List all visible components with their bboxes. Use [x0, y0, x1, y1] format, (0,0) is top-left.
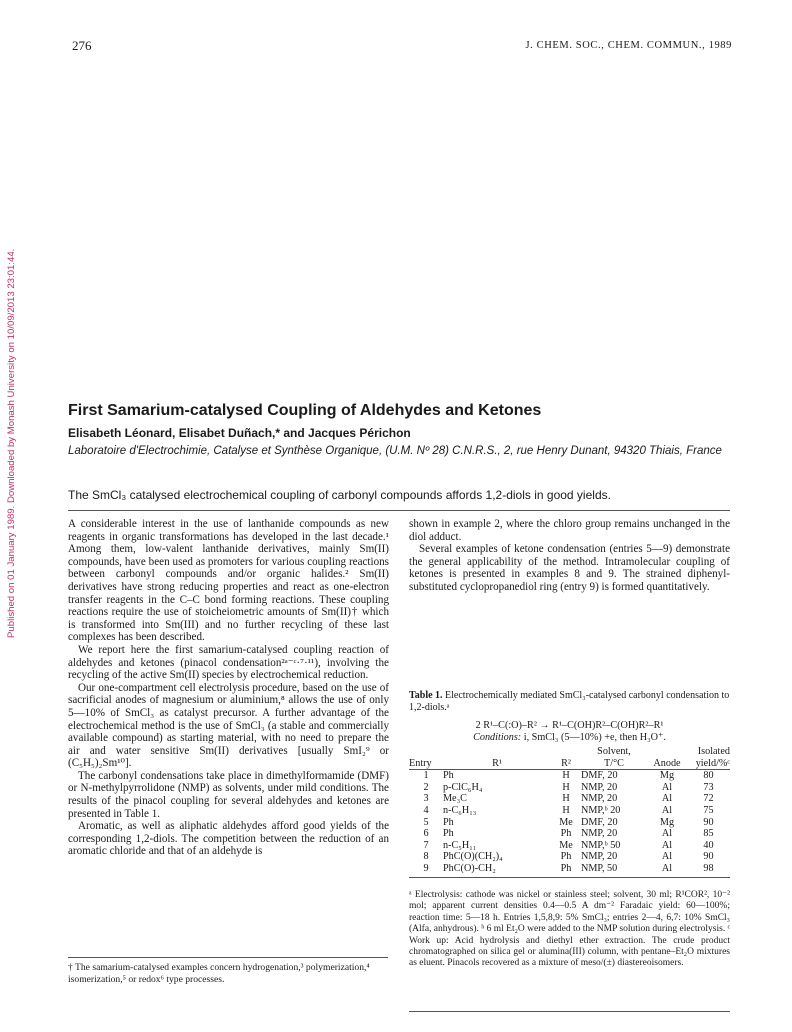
table-caption-text: Electrochemically mediated SmCl₃-catalysed carbonyl condensation to 1,2-diols.ᵃ — [409, 690, 730, 713]
table-body — [409, 770, 730, 877]
paragraph: The carbonyl condensations take place in dimethylformamide (DMF) or N-methylpyrrolidone (NMP) as solvents, under mild conditions. The results of the pinacol coupling for several aldehydes and ketones are presented in Table 1. — [68, 769, 389, 820]
conditions-text: i, SmCl₃ (5—10%) +e, then H₃O⁺. — [523, 732, 666, 743]
table-row: 2 p-ClC₆H₄ H NMP, 20 Al 73 — [423, 781, 714, 793]
download-notice-text: Published on 01 January 1989. Downloaded by Monash University on 10/09/2013 23:01:44. — [6, 248, 17, 638]
header-solvent-top: Solvent, — [597, 746, 631, 757]
paragraph: Several examples of ketone condensation (entries 5—9) demonstrate the general applicability of the method. Intramolecular coupling of ketones is presented in examples 8 and 9. The strained diphenyl-substituted cyclopropanediol ring (entry 9) is formed quantitatively. — [409, 543, 730, 593]
table-row: 6 Ph Ph NMP, 20 Al 85 — [423, 828, 714, 840]
conditions-label: Conditions: — [473, 732, 522, 743]
paragraph: shown in example 2, where the chloro group remains unchanged in the diol adduct. — [409, 518, 730, 543]
authors: Elisabeth Léonard, Elisabet Duñach,* and Jacques Périchon — [68, 426, 411, 440]
paragraph: A considerable interest in the use of lanthanide compounds as new reagents in organic transformations has developed in the last decade.¹ Among them, low-valent lanthanide derivatives, mainly Sm(II) compounds, have been used as promoters for various coupling reactions between carbonyl compounds and/or organic halides.² Sm(II) derivatives have strong reducing properties and react as one-electron transfer reagents in the C–C bond forming reactions. These coupling reactions require the use of stoicheiometric amounts of Sm(II)† which is transformed into Sm(III) and no further recycling of these last complexes has been described. — [68, 518, 389, 644]
reaction-equation: 2 R¹–C(:O)–R² → R¹–C(OH)R²–C(OH)R²–R¹ — [475, 720, 664, 731]
table-row: 8 PhC(O)(CH₂)₄ Ph NMP, 20 Al 90 — [423, 851, 714, 863]
running-head: J. CHEM. SOC., CHEM. COMMUN., 1989 — [525, 40, 732, 51]
body-column-right — [409, 518, 730, 594]
header-temp: T/°C — [581, 758, 647, 770]
header-r1: R¹ — [443, 758, 551, 770]
table-notes: ᵃ Electrolysis: cathode was nickel or stainless steel; solvent, 30 ml; R¹COR², 10⁻² mol; apparent current densities 0.4—0.5 A dm⁻² Faradaic yield: 60—100%; reaction time: 5—18 h. Entries 1,5,8,9: 5% SmCl₃; entries 2—4, 6,7: 10% SmCl₃ (Alfa, anhydrous). ᵇ 6 ml Et₂O were added to the NMP solution during electrolysis. ᶜ Work up: Acid hydrolysis and diethyl ether extraction. The crude product chromatographed on silica gel or alumina(III) column, with pentane–Et₂O mixtures as eluent. Pinacols recovered as a mixture of meso/(±) diastereoisomers. — [409, 890, 730, 969]
abstract: The SmCl₃ catalysed electrochemical coupling of carbonyl compounds affords 1,2-diols in good yields. — [68, 488, 611, 502]
header-entry: Entry — [409, 758, 443, 770]
body-column-left — [68, 518, 389, 858]
footnote-divider — [68, 957, 388, 958]
header-r2: R² — [551, 758, 581, 770]
affiliation: Laboratoire d'Electrochimie, Catalyse et Synthèse Organique, (U.M. Nº 28) C.N.R.S., 2, rue Henry Dunant, 94320 Thiais, France — [68, 445, 722, 457]
table-caption-label: Table 1. — [409, 690, 443, 701]
header-isolated-top: Isolated — [697, 746, 730, 757]
paragraph: Aromatic, as well as aliphatic aldehydes afford good yields of the corresponding 1,2-diols. The competition between the reduction of an aromatic chloride and that of an aldehyde is — [68, 820, 389, 858]
header-anode: Anode — [647, 758, 687, 770]
table-row: 9 PhC(O)-CH₂ Ph NMP, 50 Al 98 — [409, 863, 730, 877]
header-yield: yield/%ᶜ — [687, 758, 730, 770]
footnote: † The samarium-catalysed examples concern hydrogenation,³ polymerization,⁴ isomerization,⁵ or redox⁶ type processes. — [68, 962, 370, 985]
paragraph: Our one-compartment cell electrolysis procedure, based on the use of sacrificial anodes of magnesium or aluminium,⁸ allows the use of only 5—10% of SmCl₃ as catalyst precursor. A further advantage of the electrochemical method is the use of SmCl₃ (a stable and commercially available compound) as starting material, with no need to prepare the air and water sensitive Sm(II) derivatives [usually SmI₂⁹ or (C₅H₅)₂Sm¹⁰]. — [68, 681, 389, 770]
article-title: First Samarium-catalysed Coupling of Aldehydes and Ketones — [68, 402, 542, 419]
page-number: 276 — [72, 38, 92, 53]
table-row: 7 n-C₅H₁₁ Me NMP,ᵇ 50 Al 40 — [423, 839, 714, 851]
abstract-divider — [68, 510, 730, 511]
table-row: 1 Ph H DMF, 20 Mg 80 — [423, 770, 714, 782]
table-row: 3 Me₃C H NMP, 20 Al 72 — [423, 793, 714, 805]
reaction-scheme — [409, 720, 730, 744]
paragraph: We report here the first samarium-catalysed coupling reaction of aldehydes and ketones (pinacol condensation²ᵃ⁻ᶜ·⁷·¹¹), involving the recycling of the active Sm(II) species by electrochemical reduction. — [68, 643, 389, 682]
table-caption — [409, 690, 730, 714]
table-row: 5 Ph Me DMF, 20 Mg 90 — [423, 816, 714, 828]
table-row: 4 n-C₆H₁₃ H NMP,ᵇ 20 Al 75 — [423, 804, 714, 816]
reaction-conditions — [409, 732, 730, 744]
download-notice — [4, 160, 20, 640]
table-notes-divider — [409, 1011, 730, 1012]
results-table — [409, 746, 730, 878]
